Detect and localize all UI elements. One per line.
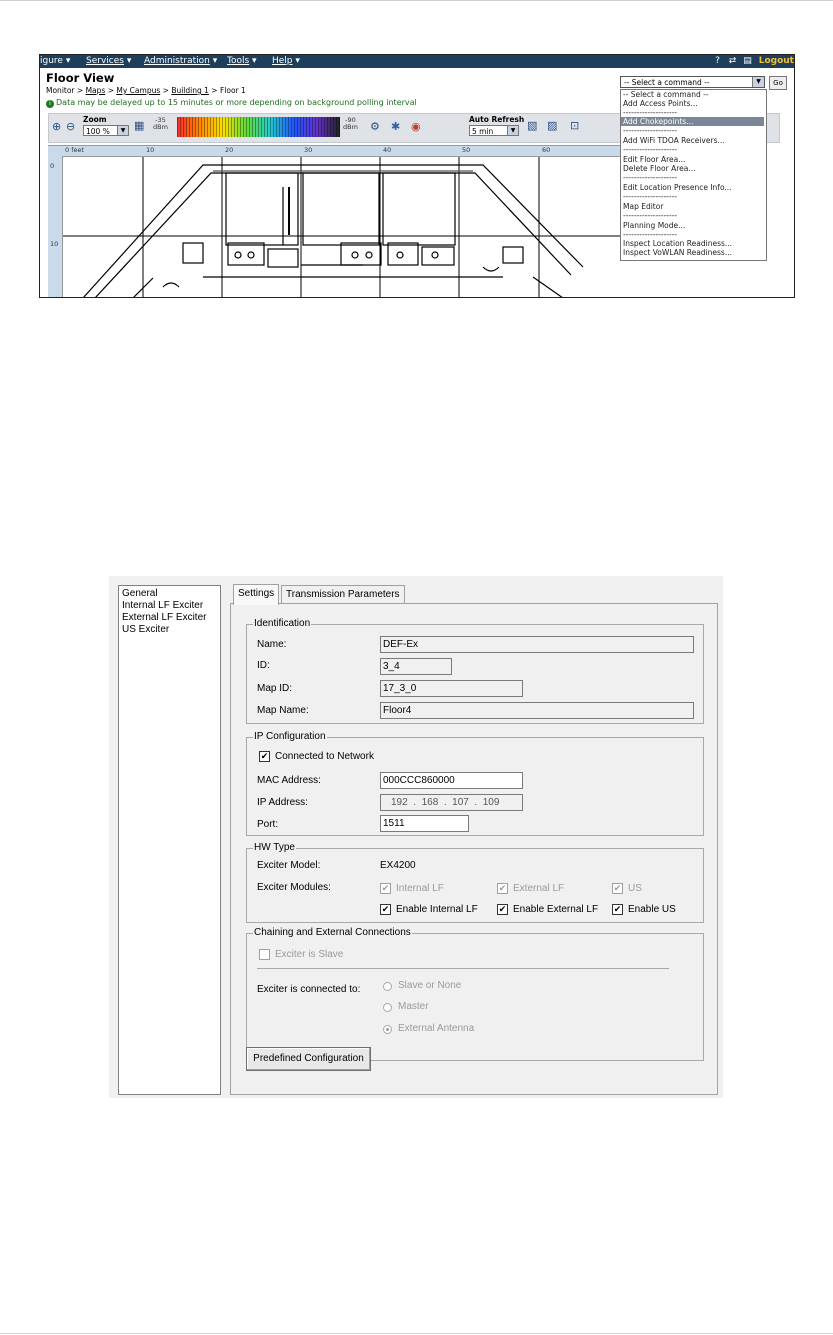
- ruler-tick: 0 feet: [65, 146, 85, 154]
- id-label: ID:: [257, 660, 270, 671]
- breadcrumb-prefix: Monitor >: [46, 86, 84, 95]
- connected-to-label: Exciter is connected to:: [257, 984, 361, 995]
- mac-address-label: MAC Address:: [257, 775, 321, 786]
- command-select[interactable]: [620, 76, 765, 88]
- connected-to-network-label: Connected to Network: [275, 751, 374, 762]
- command-option[interactable]: -- Select a command --: [623, 90, 709, 99]
- ruler-tick: 60: [542, 146, 551, 154]
- exciter-configuration-dialog: [109, 576, 723, 1098]
- ruler-tick: 20: [225, 146, 234, 154]
- map-name-label: Map Name:: [257, 705, 309, 716]
- command-option-edit-floor-area[interactable]: Edit Floor Area...: [623, 155, 686, 164]
- menu-configure[interactable]: igure ▾: [40, 56, 71, 66]
- ip-configuration-title: IP Configuration: [254, 731, 326, 742]
- slave-or-none-radio: [383, 982, 392, 991]
- external-lf-module-checkbox: ✔: [498, 883, 507, 893]
- nav-item-us-exciter[interactable]: US Exciter: [122, 624, 170, 635]
- breadcrumb-current: Floor 1: [219, 86, 246, 95]
- breadcrumb: Monitor > Maps > My Campus > Building 1 > Floor 1: [46, 86, 246, 95]
- ruler-tick: 0: [50, 162, 55, 170]
- top-ruler: [48, 146, 621, 157]
- map-properties-icon[interactable]: ▨: [547, 119, 558, 132]
- left-ruler: [48, 156, 63, 298]
- command-separator: --------------------: [623, 192, 678, 201]
- identification-title: Identification: [254, 618, 311, 629]
- command-option-planning-mode[interactable]: Planning Mode...: [623, 221, 686, 230]
- map-id-label: Map ID:: [257, 683, 293, 694]
- menu-administration[interactable]: Administration ▾: [144, 56, 218, 66]
- floor-plan-drawing: [63, 157, 621, 298]
- layers-icon[interactable]: ▧: [527, 119, 538, 132]
- command-separator: --------------------: [623, 145, 678, 154]
- map-id-field[interactable]: 17_3_0: [380, 680, 523, 697]
- menu-bar: [40, 55, 794, 68]
- ruler-tick: 50: [462, 146, 471, 154]
- command-option-add-wifi-tdoa[interactable]: Add WiFi TDOA Receivers...: [623, 136, 725, 145]
- command-separator: --------------------: [623, 126, 678, 135]
- zoom-in-icon[interactable]: ⊕: [52, 120, 62, 133]
- rssi-max-label: -90 dBm: [343, 116, 358, 131]
- chevron-down-icon: ▼: [117, 126, 128, 135]
- floor-map[interactable]: [48, 145, 621, 298]
- access-point-icon[interactable]: ⚙: [370, 120, 380, 133]
- id-field[interactable]: 3_4: [380, 658, 452, 675]
- slave-or-none-label: Slave or None: [398, 980, 462, 991]
- command-selected: -- Select a command --: [624, 78, 710, 87]
- command-separator: --------------------: [623, 230, 678, 239]
- master-radio: [383, 1003, 392, 1012]
- ruler-tick: 30: [304, 146, 313, 154]
- exciter-modules-label: Exciter Modules:: [257, 882, 331, 893]
- external-antenna-label: External Antenna: [398, 1023, 475, 1034]
- zoom-select[interactable]: [83, 125, 129, 136]
- nav-item-general[interactable]: General: [122, 588, 158, 599]
- ruler-tick: 40: [383, 146, 392, 154]
- settings-panel: [230, 603, 718, 1095]
- breadcrumb-maps[interactable]: Maps: [85, 86, 106, 95]
- enable-external-lf-checkbox[interactable]: ✔: [498, 904, 507, 914]
- help-icon[interactable]: ?: [715, 56, 720, 66]
- page-top-rule: [0, 0, 833, 1]
- tab-transmission-parameters[interactable]: Transmission Parameters: [281, 585, 405, 604]
- tab-settings[interactable]: Settings: [233, 584, 279, 605]
- command-option-inspect-location[interactable]: Inspect Location Readiness...: [623, 239, 733, 248]
- logout-link[interactable]: Logout: [758, 56, 794, 66]
- external-lf-module-label: External LF: [513, 883, 565, 894]
- enable-external-lf-label: Enable External LF: [513, 904, 599, 915]
- chaining-title: Chaining and External Connections: [254, 927, 411, 938]
- page-title: Floor View: [46, 71, 115, 85]
- port-label: Port:: [257, 819, 279, 830]
- hw-type-title: HW Type: [254, 842, 295, 853]
- chaining-group: [246, 927, 704, 1061]
- rssi-min-label: -35 dBm: [153, 116, 168, 131]
- menu-services[interactable]: Services ▾: [86, 56, 132, 66]
- ip-address-label: IP Address:: [257, 797, 308, 808]
- command-option-add-chokepoints[interactable]: Add Chokepoints...: [621, 117, 764, 126]
- command-option-inspect-vowlan[interactable]: Inspect VoWLAN Readiness...: [623, 248, 732, 257]
- command-option-map-editor[interactable]: Map Editor: [623, 202, 664, 211]
- command-separator: --------------------: [623, 173, 678, 182]
- page-bottom-rule: [0, 1333, 833, 1334]
- chevron-down-icon: ▼: [507, 126, 518, 135]
- command-option-delete-floor-area[interactable]: Delete Floor Area...: [623, 164, 696, 173]
- map-name-field[interactable]: Floor4: [380, 702, 694, 719]
- zoom-out-icon[interactable]: ⊖: [66, 120, 76, 133]
- exciter-is-slave-label: Exciter is Slave: [275, 949, 344, 960]
- fullscreen-icon[interactable]: ⊡: [570, 119, 580, 132]
- command-separator: --------------------: [623, 211, 678, 220]
- predefined-configuration-button[interactable]: Predefined Configuration: [246, 1047, 371, 1071]
- command-option-add-access-points[interactable]: Add Access Points...: [623, 99, 698, 108]
- menu-tools[interactable]: Tools ▾: [227, 56, 257, 66]
- name-label: Name:: [257, 639, 287, 650]
- notice-text: Data may be delayed up to 15 minutes or more depending on background polling interval: [56, 98, 417, 107]
- print-icon[interactable]: ▤: [743, 56, 752, 66]
- exciter-is-slave-checkbox: [259, 949, 270, 960]
- polling-notice: [46, 98, 417, 108]
- us-module-checkbox: ✔: [613, 883, 622, 893]
- port-field[interactable]: 1511: [380, 815, 469, 832]
- nav-item-external-lf-exciter[interactable]: External LF Exciter: [122, 612, 207, 623]
- internal-lf-module-label: Internal LF: [396, 883, 444, 894]
- auto-refresh-label: Auto Refresh: [469, 115, 525, 124]
- nav-item-internal-lf-exciter[interactable]: Internal LF Exciter: [122, 600, 204, 611]
- grid-icon[interactable]: ▦: [134, 119, 145, 132]
- exciter-model-value: EX4200: [380, 860, 416, 871]
- command-dropdown-list: [620, 89, 767, 261]
- zoom-value: 100 %: [86, 127, 110, 136]
- enable-internal-lf-checkbox[interactable]: ✔: [381, 904, 390, 914]
- external-antenna-radio: [383, 1025, 392, 1034]
- ip-address-field[interactable]: 192 . 168 . 107 . 109: [380, 794, 523, 811]
- refresh-icon[interactable]: ⇄: [728, 56, 737, 66]
- chaining-separator: [257, 968, 669, 969]
- exciter-nav-list: [118, 585, 221, 1095]
- zoom-label: Zoom: [83, 115, 107, 124]
- us-module-label: US: [628, 883, 642, 894]
- command-separator: --------------------: [623, 108, 678, 117]
- internal-lf-module-checkbox: ✔: [381, 883, 390, 893]
- enable-internal-lf-label: Enable Internal LF: [396, 904, 478, 915]
- exciter-model-label: Exciter Model:: [257, 860, 321, 871]
- command-option-edit-location-presence[interactable]: Edit Location Presence Info...: [623, 183, 732, 192]
- tags-icon[interactable]: ◉: [411, 120, 421, 133]
- breadcrumb-my-campus[interactable]: My Campus: [116, 86, 161, 95]
- floor-view-screenshot: [39, 54, 795, 298]
- go-button[interactable]: Go: [769, 76, 787, 90]
- connected-to-network-checkbox[interactable]: ✔: [260, 751, 269, 761]
- clients-icon[interactable]: ✱: [391, 120, 401, 133]
- ruler-tick: 10: [50, 240, 59, 248]
- ruler-tick: 10: [146, 146, 155, 154]
- rssi-color-scale: [177, 117, 340, 137]
- enable-us-label: Enable US: [628, 904, 676, 915]
- name-field[interactable]: DEF-Ex: [380, 636, 694, 653]
- breadcrumb-building[interactable]: Building 1: [171, 86, 209, 95]
- mac-address-field[interactable]: 000CCC860000: [380, 772, 523, 789]
- info-icon: i: [46, 100, 54, 108]
- identification-group: [246, 618, 704, 724]
- enable-us-checkbox[interactable]: ✔: [613, 904, 622, 914]
- auto-refresh-value: 5 min: [472, 127, 494, 136]
- auto-refresh-select[interactable]: [469, 125, 519, 136]
- hw-type-group: [246, 842, 704, 923]
- master-label: Master: [398, 1001, 429, 1012]
- ip-configuration-group: [246, 731, 704, 836]
- menu-help[interactable]: Help ▾: [272, 56, 300, 66]
- chevron-down-icon: ▼: [752, 77, 764, 87]
